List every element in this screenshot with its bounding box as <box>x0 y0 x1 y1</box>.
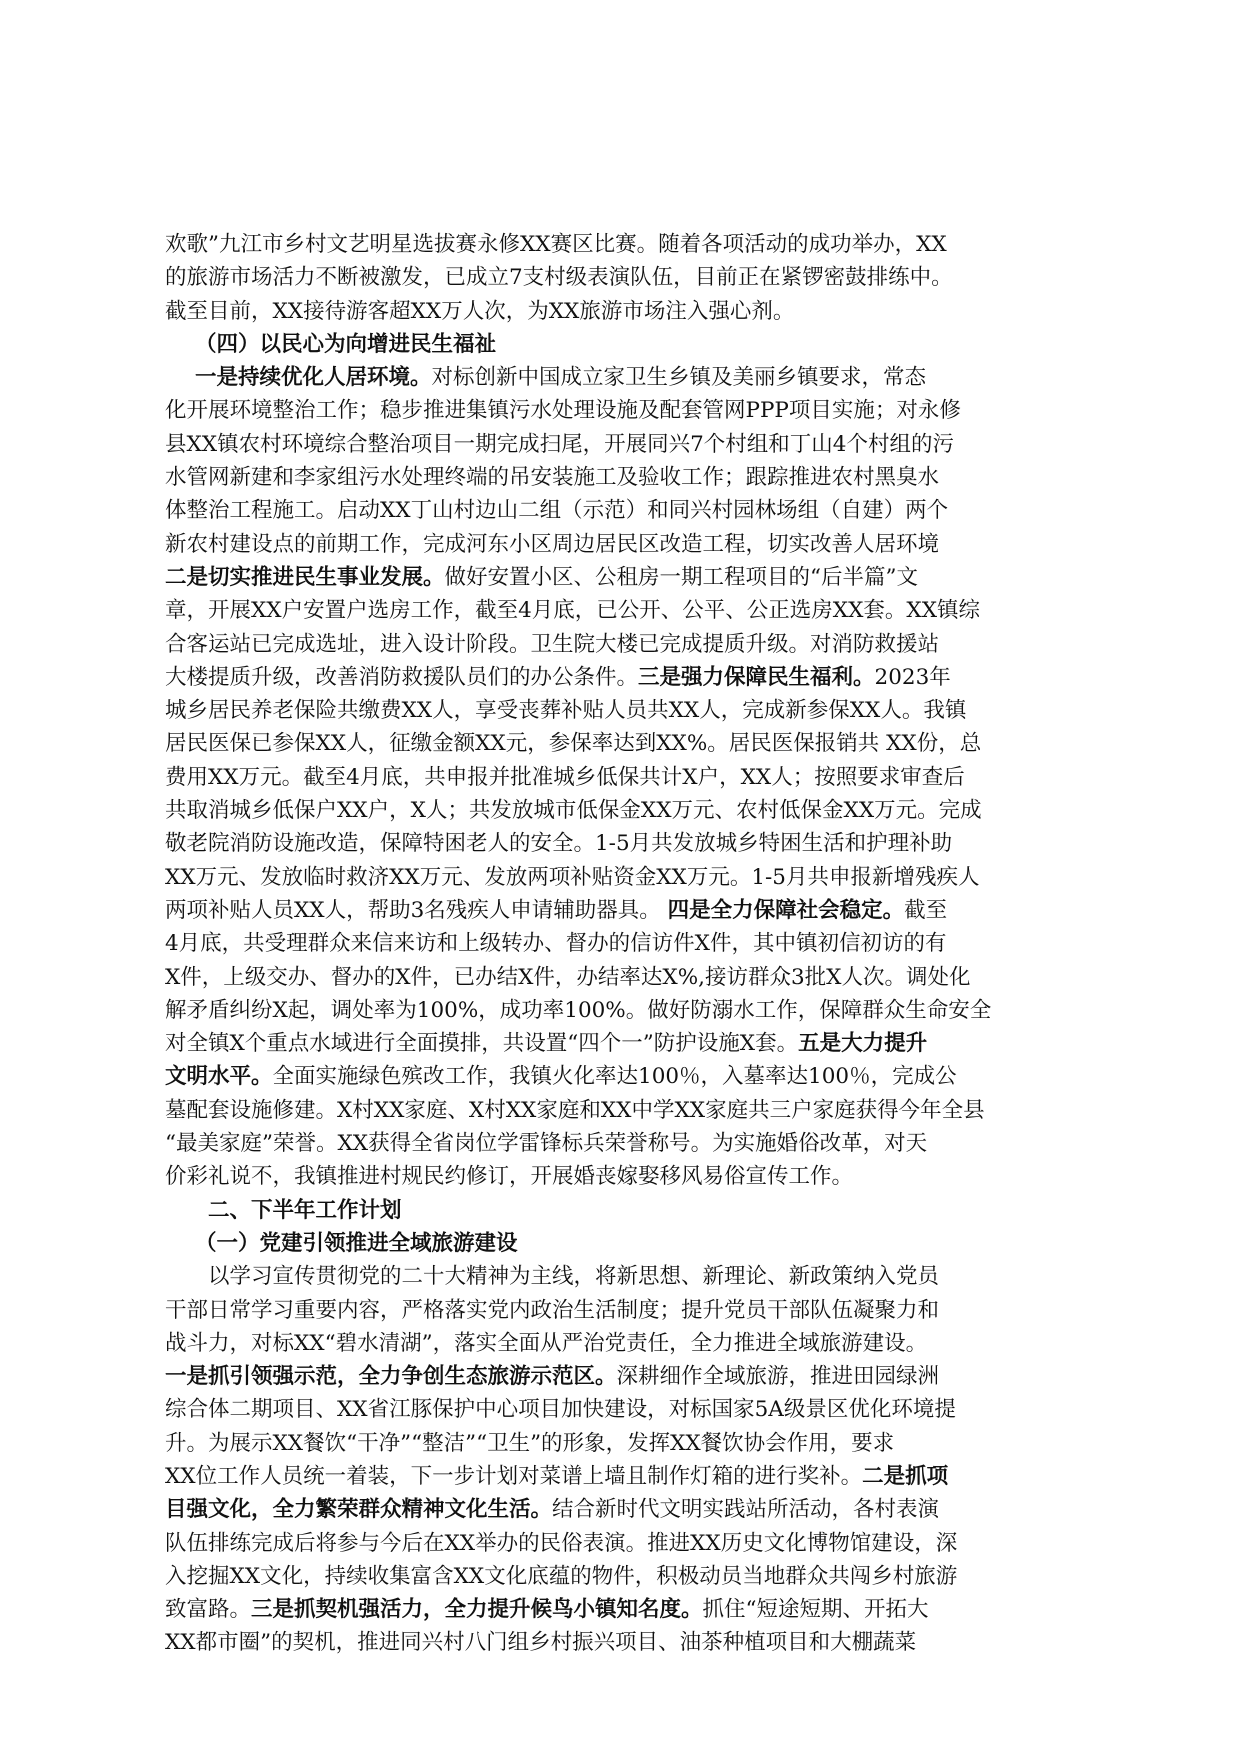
section-heading-2-1: （一）党建引领推进全域旅游建设 <box>195 1230 518 1256</box>
text-line-content: “最美家庭”荣誉。XX获得全省岗位学雷锋标兵荣誉称号。为实施婚俗改革，对天 <box>165 1131 928 1157</box>
text-line-content: 墓配套设施修建。X村XX家庭、X村XX家庭和XX中学XX家庭共三户家庭获得今年全县 <box>165 1097 985 1123</box>
text-line <box>165 361 1093 394</box>
text-line-content: 综合体二期项目、XX省江豚保护中心项目加快建设，对标国家5A级景区优化环境提 <box>165 1397 956 1423</box>
text-line-content: 入挖掘XX文化，持续收集富含XX文化底蕴的物件，积极动员当地群众共闯乡村旅游 <box>165 1563 958 1589</box>
text-line <box>165 461 1093 494</box>
bold-lead: 二是抓项 <box>862 1463 949 1489</box>
text-line-content: 敬老院消防设施改造，保障特困老人的安全。1-5月共发放城乡特困生活和护理补助 <box>165 831 953 857</box>
text-line <box>165 261 1093 294</box>
text-line <box>165 1560 1093 1593</box>
text-line <box>165 1360 1093 1393</box>
text-line <box>165 994 1093 1027</box>
text-line-content: 共取消城乡低保户XX户，X人；共发放城市低保金XX万元、农村低保金XX万元。完成 <box>165 798 982 824</box>
text-line-content: 截至 <box>904 897 948 923</box>
text-line-content: XX万元、发放临时救济XX万元、发放两项补贴资金XX万元。1-5月共申报新增残疾人 <box>165 864 980 890</box>
text-line <box>165 861 1093 894</box>
text-line <box>165 561 1093 594</box>
text-line-content: 结合新时代文明实践站所活动，各村表演 <box>552 1497 940 1523</box>
text-line-content: 化开展环境整治工作；稳步推进集镇污水处理设施及配套管网PPP项目实施；对永修 <box>165 398 961 424</box>
text-line-content: 对标创新中国成立家卫生乡镇及美丽乡镇要求，常态 <box>431 365 927 391</box>
text-line-content: 4月底，共受理群众来信来访和上级转办、督办的信访件X件，其中镇初信初访的有 <box>165 931 947 957</box>
text-line <box>165 295 1093 328</box>
text-line-content: 升。为展示XX餐饮“干净”“整洁”“卫生”的形象，发挥XX餐饮协会作用，要求 <box>165 1430 895 1456</box>
text-line-content: 解矛盾纠纷X起，调处率为100%，成功率100%。做好防溺水工作，保障群众生命安全 <box>165 997 992 1023</box>
text-line <box>165 228 1093 261</box>
text-line <box>165 1260 1093 1293</box>
text-line-content: 队伍排练完成后将参与今后在XX举办的民俗表演。推进XX历史文化博物馆建设，深 <box>165 1530 958 1556</box>
section-heading-2: 二、下半年工作计划 <box>208 1197 402 1223</box>
text-line <box>165 1027 1093 1060</box>
bold-lead: 五是大力提升 <box>798 1031 928 1057</box>
text-line <box>165 628 1093 661</box>
text-line-content: 大楼提质升级，改善消防救援队员们的办公条件。 <box>165 664 639 690</box>
text-line <box>165 494 1093 527</box>
bold-lead: 三是抓契机强活力，全力提升候鸟小镇知名度。 <box>251 1597 703 1623</box>
text-line <box>165 1294 1093 1327</box>
text-line-content: 致富路。 <box>165 1597 252 1623</box>
text-line-content: 新农村建设点的前期工作，完成河东小区周边居民区改造工程，切实改善人居环境 <box>165 531 940 557</box>
text-line <box>165 1160 1093 1193</box>
text-line <box>165 827 1093 860</box>
text-line-content: 合客运站已完成选址，进入设计阶段。卫生院大楼已完成提质升级。对消防救援站 <box>165 631 940 657</box>
text-line <box>165 1327 1093 1360</box>
text-line-content: 做好安置小区、公租房一期工程项目的“后半篇”文 <box>444 564 919 590</box>
text-line <box>165 927 1093 960</box>
text-line-content: XX都市圈”的契机，推进同兴村八门组乡村振兴项目、油茶种植项目和大棚蔬菜 <box>165 1630 917 1656</box>
text-line <box>165 661 1093 694</box>
bold-lead: 一是持续优化人居环境。 <box>195 365 432 391</box>
bold-lead: 文明水平。 <box>165 1064 273 1090</box>
text-line-content: 章，开展XX户安置户选房工作，截至4月底，已公开、公平、公正选房XX套。XX镇综 <box>165 598 981 624</box>
text-line-content: 居民医保已参保XX人，征缴金额XX元，参保率达到XX%。居民医保报销共 XX份，总 <box>165 731 982 757</box>
text-line-content: XX位工作人员统一着装，下一步计划对菜谱上墙且制作灯箱的进行奖补。 <box>165 1463 863 1489</box>
text-line <box>165 1060 1093 1093</box>
text-line-content: 价彩礼说不，我镇推进村规民约修订，开展婚丧嫁娶移风易俗宣传工作。 <box>165 1164 854 1190</box>
text-line <box>165 727 1093 760</box>
text-line-content: 全面实施绿色殡改工作，我镇火化率达100％，入墓率达100％，完成公 <box>272 1064 957 1090</box>
text-line <box>165 394 1093 427</box>
text-line <box>165 794 1093 827</box>
text-line <box>165 594 1093 627</box>
text-line-content: 城乡居民养老保险共缴费XX人，享受丧葬补贴人员共XX人，完成新参保XX人。我镇 <box>165 698 967 724</box>
bold-lead: 目强文化，全力繁荣群众精神文化生活。 <box>165 1497 553 1523</box>
bold-lead: 四是全力保障社会稳定。 <box>667 897 905 923</box>
text-line-content: 干部日常学习重要内容，严格落实党内政治生活制度；提升党员干部队伍凝聚力和 <box>165 1297 940 1323</box>
text-line <box>165 961 1093 994</box>
text-line <box>165 1626 1093 1659</box>
text-line-content: 2023年 <box>874 664 951 690</box>
text-line-content: 深耕细作全域旅游，推进田园绿洲 <box>616 1364 940 1390</box>
text-line <box>165 1593 1093 1626</box>
section-heading-4: （四）以民心为向增进民生福祉 <box>195 331 497 357</box>
text-line <box>165 1493 1093 1526</box>
text-line-content: 抓住“短途短期、开拓大 <box>702 1597 929 1623</box>
text-line <box>165 1460 1093 1493</box>
text-line-content: 截至目前，XX接待游客超XX万人次，为XX旅游市场注入强心剂。 <box>165 298 795 324</box>
text-line <box>165 528 1093 561</box>
text-line-content: 县XX镇农村环境综合整治项目一期完成扫尾，开展同兴7个村组和丁山4个村组的污 <box>165 431 954 457</box>
text-line <box>165 1393 1093 1426</box>
text-line-content: 的旅游市场活力不断被激发，已成立7支村级表演队伍，目前正在紧锣密鼓排练中。 <box>165 265 953 291</box>
text-line-content: 战斗力，对标XX“碧水清湖”，落实全面从严治党责任，全力推进全域旅游建设。 <box>165 1330 928 1356</box>
text-line <box>165 761 1093 794</box>
text-line <box>165 894 1093 927</box>
text-line-content: 费用XX万元。截至4月底，共申报并批准城乡低保共计X户，XX人；按照要求审查后 <box>165 764 965 790</box>
bold-lead: 一是抓引领强示范，全力争创生态旅游示范区。 <box>165 1364 617 1390</box>
text-line-content: 水管网新建和李家组污水处理终端的吊安装施工及验收工作；跟踪推进农村黑臭水 <box>165 465 940 491</box>
bold-lead: 二是切实推进民生事业发展。 <box>165 564 445 590</box>
text-line <box>165 1527 1093 1560</box>
text-line <box>165 428 1093 461</box>
text-line-content: 两项补贴人员XX人，帮助3名残疾人申请辅助器具。 <box>165 897 668 923</box>
text-line-content: 对全镇X个重点水域进行全面摸排，共设置“四个一”防护设施X套。 <box>165 1031 799 1057</box>
text-line <box>165 1127 1093 1160</box>
text-line <box>165 694 1093 727</box>
bold-lead: 三是强力保障民生福利。 <box>638 664 875 690</box>
text-line-content: 欢歌”九江市乡村文艺明星选拔赛永修XX赛区比赛。随着各项活动的成功举办，XX <box>165 232 947 257</box>
text-line-content: 以学习宣传贯彻党的二十大精神为主线，将新思想、新理论、新政策纳入党员 <box>208 1264 940 1290</box>
text-line-content: X件，上级交办、督办的X件，已办结X件，办结率达X%,接访群众3批X人次。调处化 <box>165 964 971 990</box>
document-page <box>165 228 1093 1660</box>
text-line-content: 体整治工程施工。启动XX丁山村边山二组（示范）和同兴村园林场组（自建）两个 <box>165 498 949 524</box>
text-line <box>165 1094 1093 1127</box>
text-line <box>165 1427 1093 1460</box>
